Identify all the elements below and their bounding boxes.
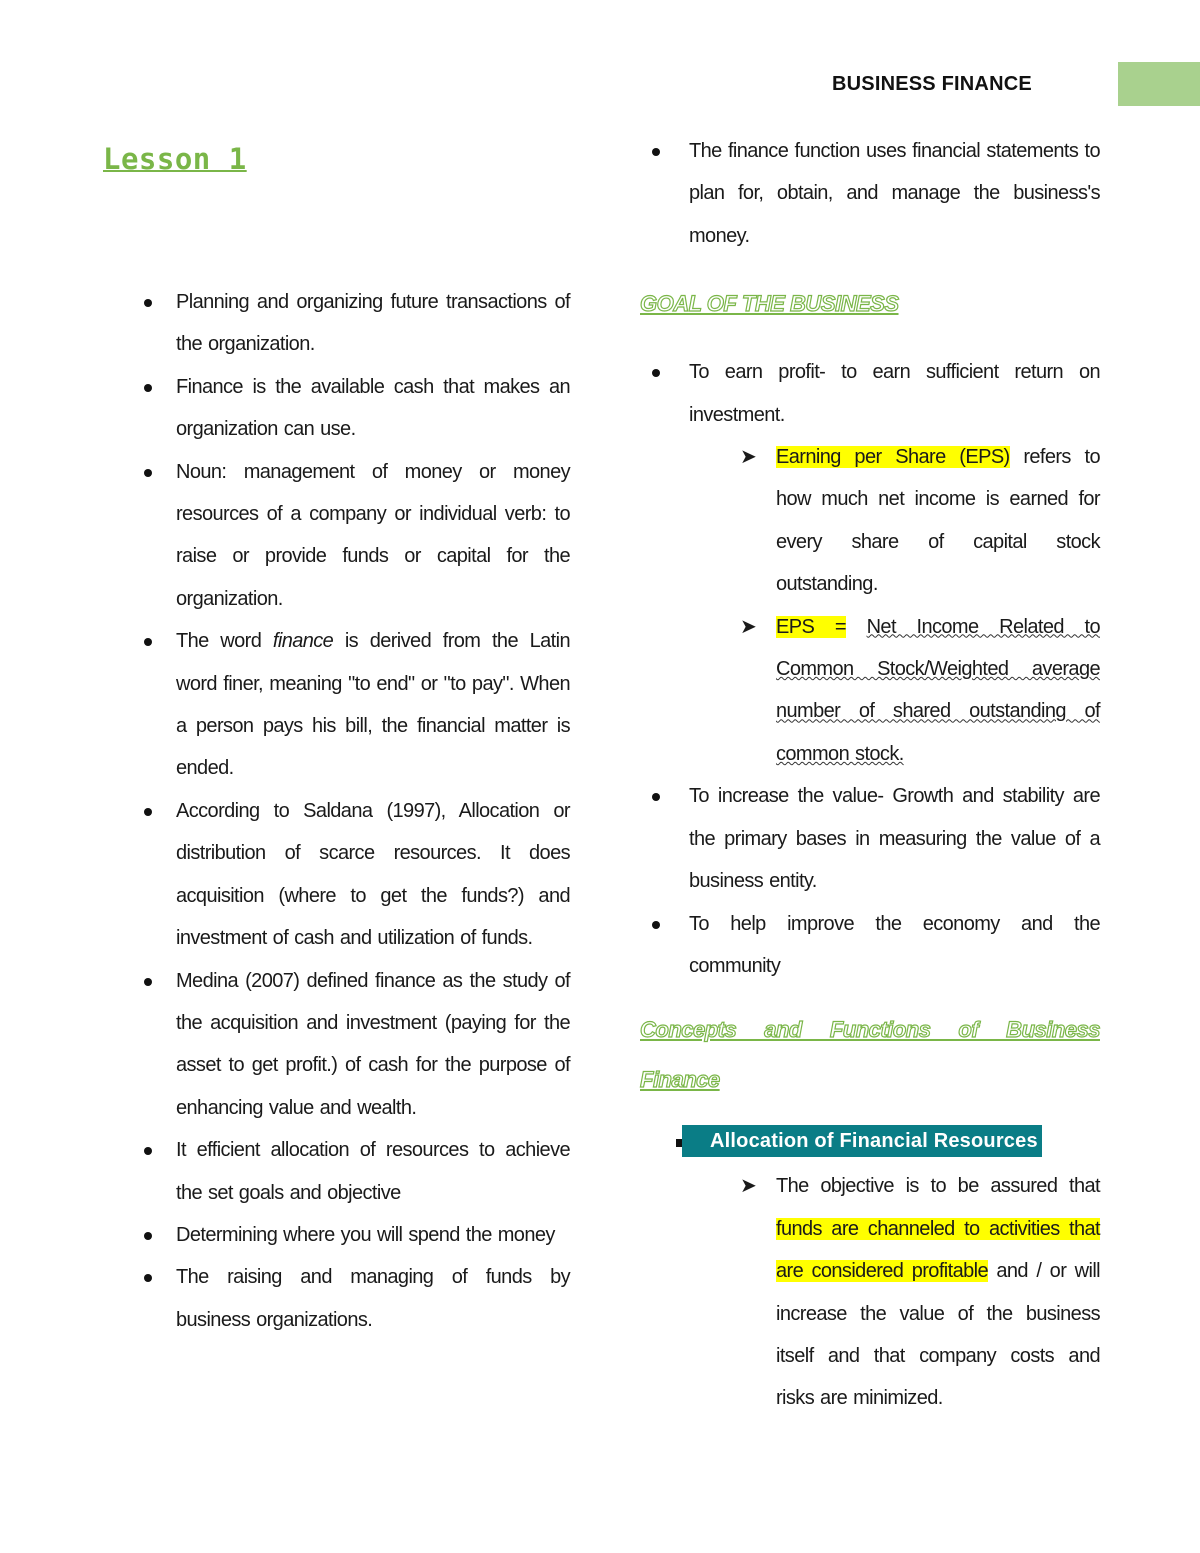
- right-column: [640, 130, 1100, 1420]
- list-item: Determining where you will spend the money: [100, 1214, 570, 1256]
- alloc-list: [640, 1165, 1100, 1419]
- list-item: [100, 620, 570, 790]
- list-item: Medina (2007) defined finance as the study of the acquisition and investment (paying for the asset to get profit.) of cash for the purpose of enhancing value and wealth.: [100, 960, 570, 1130]
- list-item: To help improve the economy and the community: [640, 903, 1100, 988]
- list-item: According to Saldana (1997), Allocation or distribution of scarce resources. It does acquisition (where to get the funds?) and investment of cash and utilization of funds.: [100, 790, 570, 960]
- list-item: Finance is the available cash that makes an organization can use.: [100, 366, 570, 451]
- list-item: To earn profit- to earn sufficient return on investment.: [640, 351, 1100, 436]
- word-finance-before: The word: [176, 630, 273, 653]
- list-item: To increase the value- Growth and stability are the primary bases in measuring the value of a business entity.: [640, 775, 1100, 902]
- list-item: [640, 436, 1100, 606]
- word-finance-after: is derived from the Latin word finer, meaning "to end" or "to pay".: [176, 630, 570, 695]
- eps-formula: Net Income Related to Common Stock/Weighted average number of shared outstanding of common stock.: [776, 615, 1100, 765]
- goal-heading: GOAL OF THE BUSINESS: [640, 291, 899, 317]
- list-item: Noun: management of money or money resources of a company or individual verb: to raise or provide funds or capital for the organization.: [100, 451, 570, 621]
- word-finance-tail: When a person pays his bill, the financial matter is ended.: [176, 672, 570, 780]
- alloc-highlight: funds are channeled to activities that are considered profitable: [776, 1217, 1100, 1283]
- list-item: The finance function uses financial statements to plan for, obtain, and manage the business's money.: [640, 130, 1100, 257]
- header-title: BUSINESS FINANCE: [832, 73, 1032, 95]
- alloc-before: The objective is to be assured that: [776, 1175, 1100, 1198]
- header-tab: [1118, 62, 1200, 106]
- goal-list-2: [640, 775, 1100, 987]
- eps-definition: refers to how much net income is earned for every share of capital stock outstanding.: [776, 446, 1101, 596]
- arrow-right-icon: ➤: [740, 1175, 757, 1198]
- eps-list: [640, 436, 1100, 775]
- left-column: [100, 140, 570, 1341]
- definition-list: [100, 281, 570, 1341]
- eps-highlight: Earning per Share (EPS): [776, 446, 1010, 469]
- word-finance-italic: finance: [272, 630, 334, 653]
- arrow-right-icon: ➤: [740, 446, 757, 469]
- list-item: Planning and organizing future transactions of the organization.: [100, 281, 570, 366]
- list-item: It efficient allocation of resources to achieve the set goals and objective: [100, 1129, 570, 1214]
- list-item: [640, 606, 1100, 776]
- list-item: The raising and managing of funds by business organizations.: [100, 1256, 570, 1341]
- alloc-item: [640, 1125, 1100, 1165]
- alloc-after: and / or will increase the value of the business itself and that company costs and risks are minimized.: [776, 1260, 1101, 1410]
- list-item: [640, 1165, 1100, 1419]
- intro-list: [640, 130, 1100, 257]
- concepts-heading: Concepts and Functions of Business Finance: [640, 1017, 1100, 1093]
- eps-formula-label: EPS =: [776, 615, 846, 638]
- arrow-right-icon: ➤: [740, 615, 757, 638]
- goal-list: [640, 351, 1100, 436]
- alloc-label: Allocation of Financial Resources: [682, 1125, 1042, 1157]
- lesson-title: Lesson 1: [103, 142, 247, 176]
